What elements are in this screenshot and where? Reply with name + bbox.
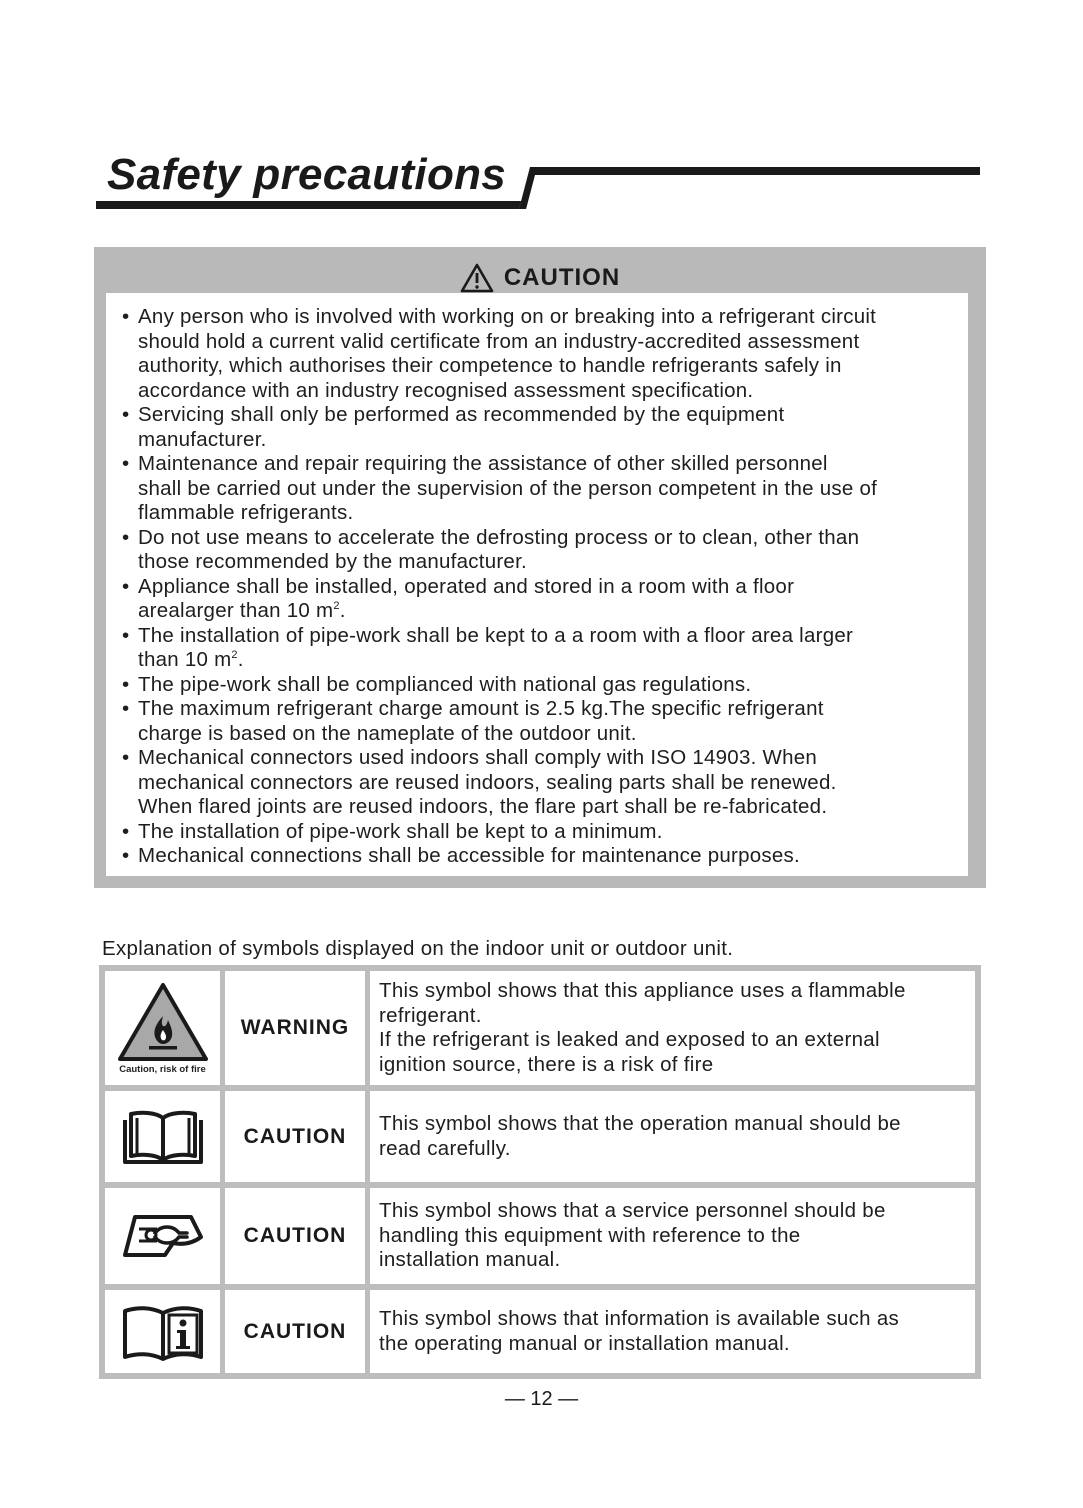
- list-item: • Appliance shall be installed, operated and stored in a room with a floor arealarger than 10 $m^2$.: [106, 575, 877, 624]
- symbol-description: This symbol shows that a service personnel should be handling this equipment with reference to the installation manual.: [370, 1188, 975, 1284]
- warning-triangle-icon: [460, 263, 494, 293]
- symbol-icon-cell: [105, 1091, 220, 1182]
- operation-manual-icon: [121, 1108, 205, 1166]
- list-item: • The installation of pipe-work shall be kept to a minimum.: [106, 820, 877, 845]
- caution-heading-text: CAUTION: [503, 264, 621, 291]
- symbol-description: This symbol shows that information is available such as the operating manual or installation manual.: [370, 1290, 975, 1373]
- list-item: • The pipe-work shall be complianced with national gas regulations.: [106, 673, 877, 698]
- page-title: Safety precautions: [107, 150, 507, 199]
- service-manual-icon: [121, 1211, 205, 1261]
- list-item: • The installation of pipe-work shall be kept to a a room with a floor area larger than 10 $m^2$.: [106, 624, 877, 673]
- symbol-label: CAUTION: [225, 1188, 365, 1284]
- symbol-icon-cell: [105, 1188, 220, 1284]
- caution-content: [106, 293, 968, 876]
- symbol-label: CAUTION: [225, 1091, 365, 1182]
- symbol-label: CAUTION: [225, 1290, 365, 1373]
- list-item: • Maintenance and repair requiring the assistance of other skilled personnel shall be carried out under the supervision of the person competent in the use of flammable refrigerants.: [106, 452, 877, 526]
- list-item: • The maximum refrigerant charge amount is 2.5 kg.The specific refrigerant charge is based on the nameplate of the outdoor unit.: [106, 697, 877, 746]
- icon-caption: Caution, risk of fire: [119, 1063, 206, 1075]
- list-item: • Servicing shall only be performed as recommended by the equipment manufacturer.: [106, 403, 877, 452]
- list-item: • Mechanical connections shall be accessible for maintenance purposes.: [106, 844, 877, 869]
- caution-panel: [94, 247, 986, 888]
- symbol-description: This symbol shows that this appliance uses a flammable refrigerant. If the refrigerant is leaked and exposed to an external ignition source, there is a risk of fire: [370, 971, 975, 1085]
- symbols-table: [99, 965, 981, 1379]
- symbol-description: This symbol shows that the operation manual should be read carefully.: [370, 1091, 975, 1182]
- list-item: • Mechanical connectors used indoors shall comply with ISO 14903. When mechanical connectors are reused indoors, sealing parts shall be renewed. When flared joints are reused indoors, the flare part shall be re-fabricated.: [106, 746, 877, 820]
- information-manual-icon: [121, 1303, 205, 1361]
- flammable-warning-icon: [116, 982, 210, 1062]
- caution-list: [106, 305, 877, 869]
- list-item: • Do not use means to accelerate the defrosting process or to clean, other than those recommended by the manufacturer.: [106, 526, 877, 575]
- list-item: • Any person who is involved with working on or breaking into a refrigerant circuit should hold a current valid certificate from an industry-accredited assessment authority, which authorises their competence to handle refrigerants safely in accordance with an industry recognised assessment specification.: [106, 305, 877, 403]
- symbol-label: WARNING: [225, 971, 365, 1085]
- symbols-caption: Explanation of symbols displayed on the indoor unit or outdoor unit.: [102, 937, 734, 960]
- page-number: — 12 —: [504, 1388, 579, 1410]
- symbol-icon-cell: [105, 971, 220, 1085]
- header-rule: [96, 163, 984, 213]
- caution-heading: [94, 261, 986, 295]
- symbol-icon-cell: [105, 1290, 220, 1373]
